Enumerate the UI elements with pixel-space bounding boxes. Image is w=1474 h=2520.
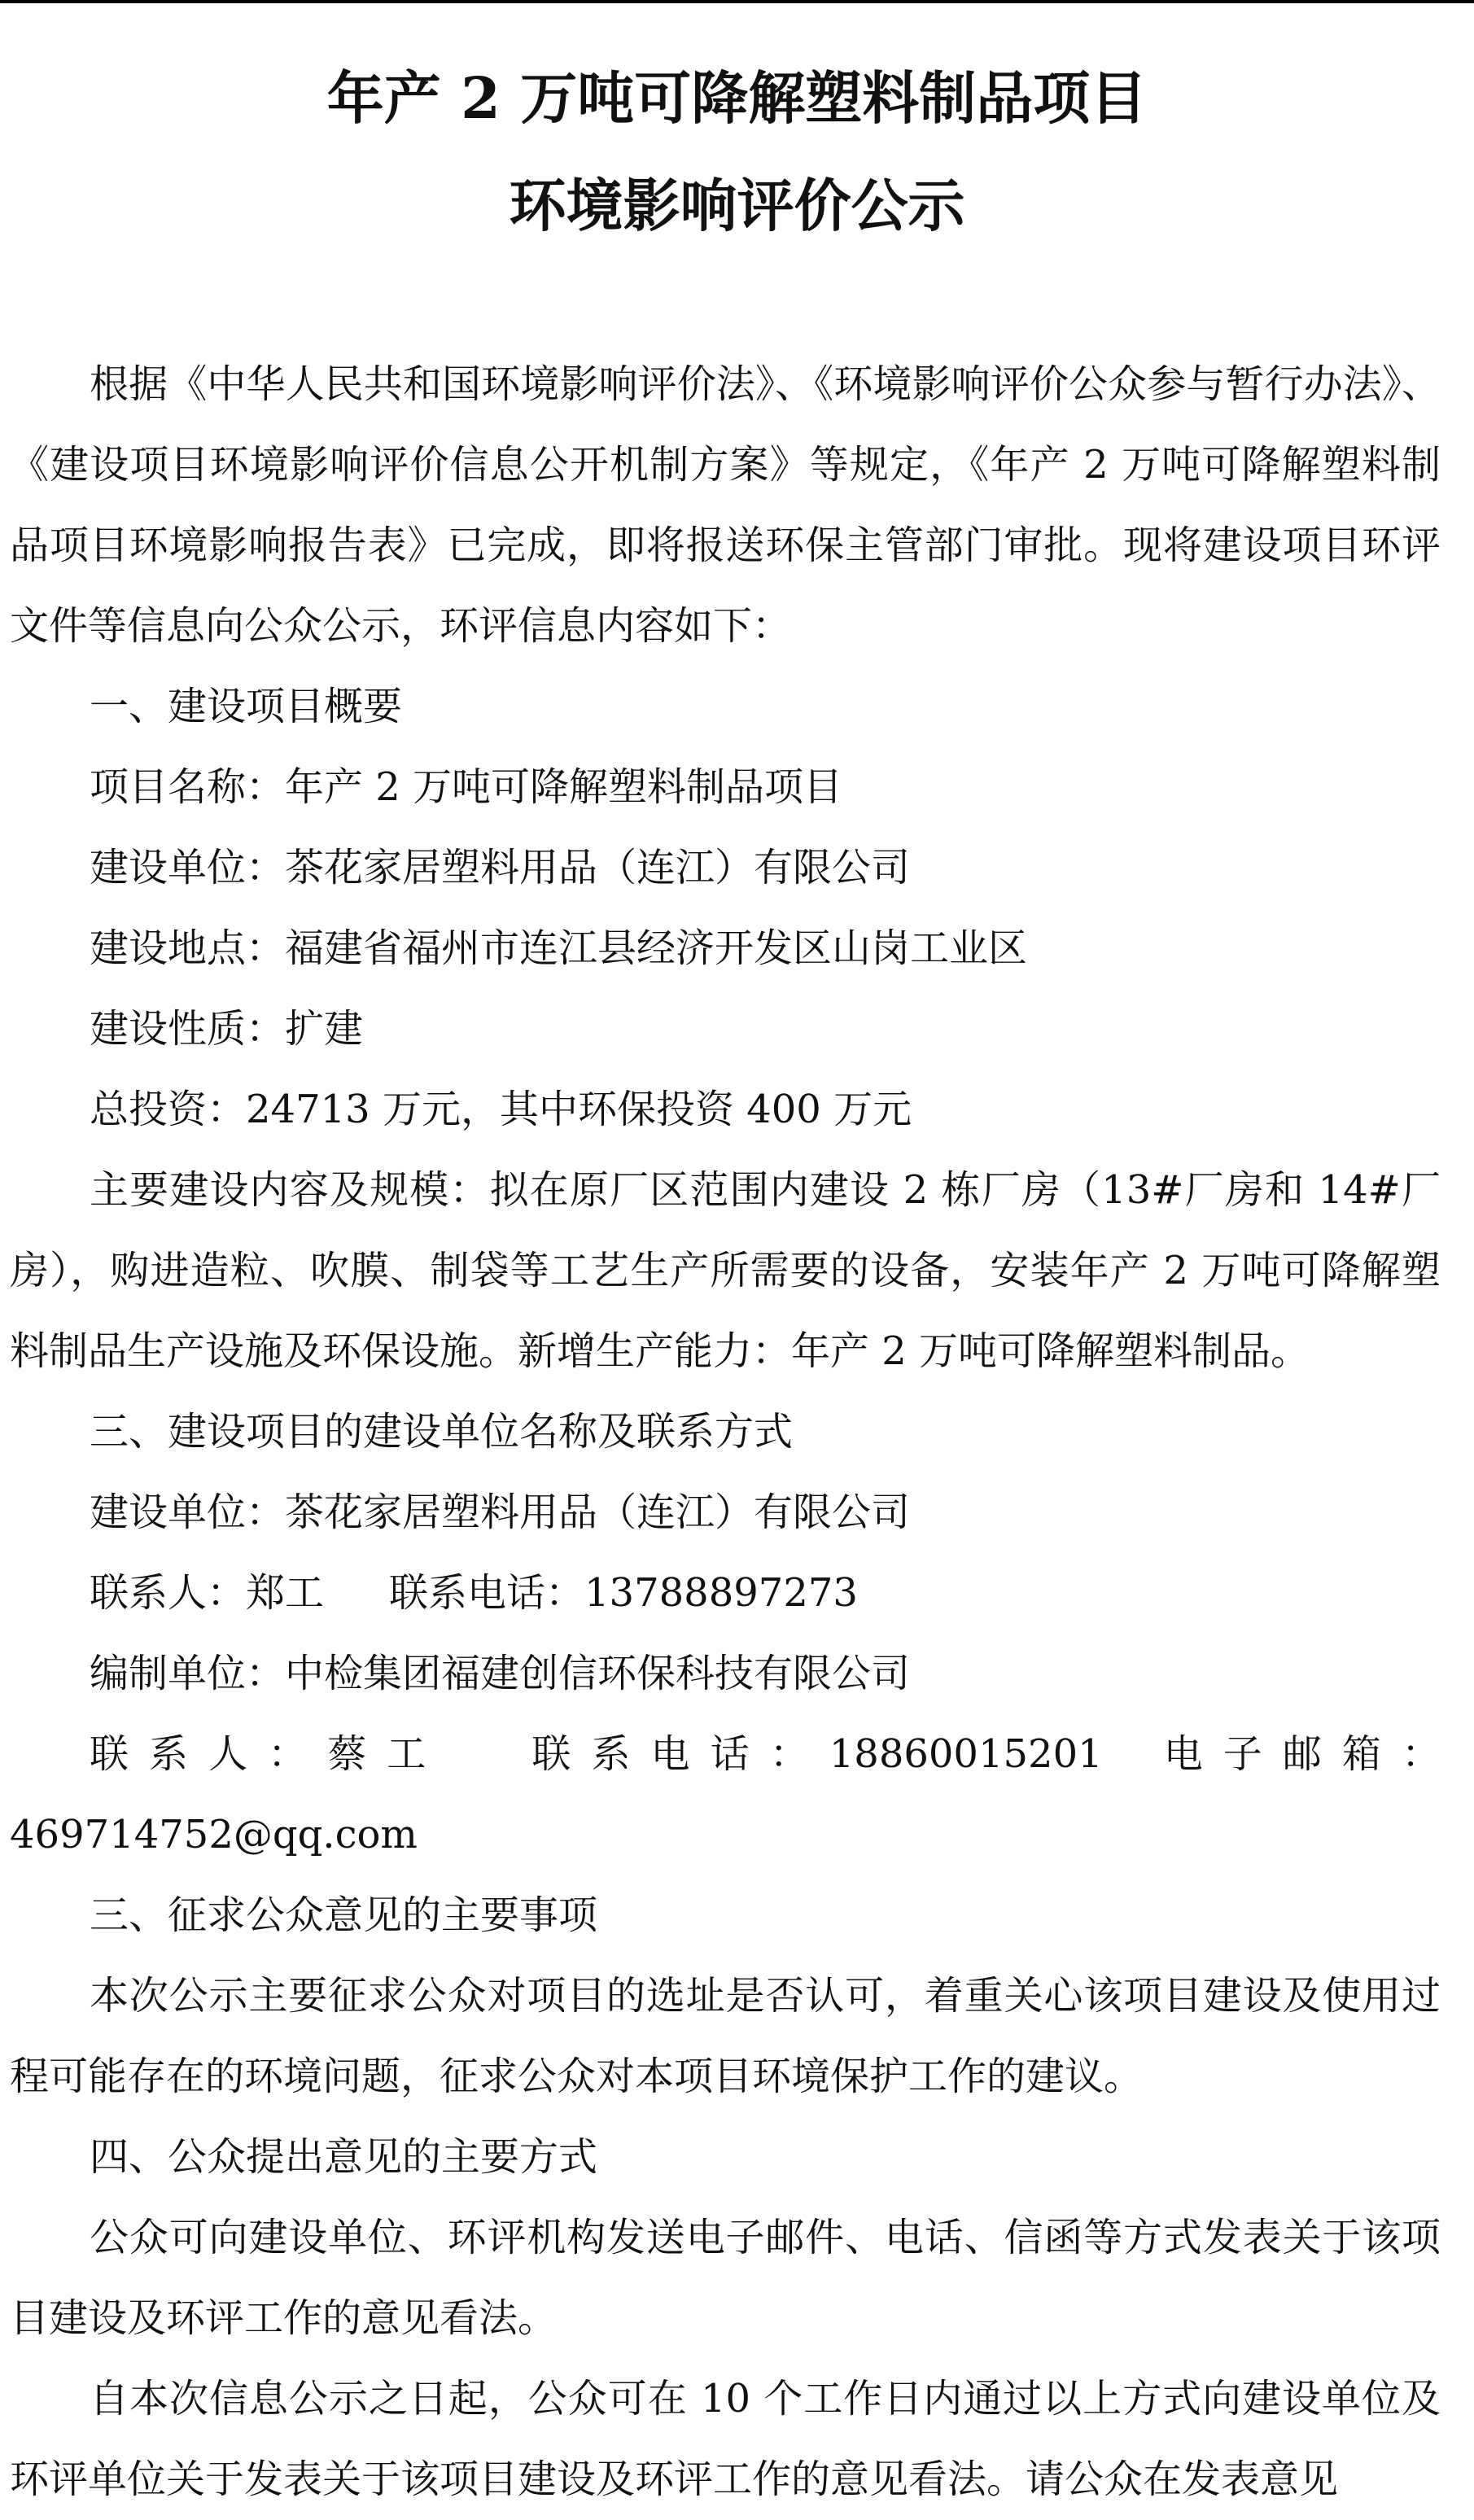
builder-contact-person: 联系人：郑工 [90, 1570, 325, 1616]
project-name: 项目名称：年产 2 万吨可降解塑料制品项目 [90, 764, 843, 810]
opinion-heading: 三、征求公众意见的主要事项 [90, 1892, 598, 1938]
document-title-line1: 年产 2 万吨可降解塑料制品项目 [326, 64, 1148, 132]
section4-heading: 四、公众提出意见的主要方式 [90, 2134, 598, 2180]
location: 建设地点：福建省福州市连江县经济开发区山岗工业区 [90, 925, 1028, 971]
deadline-paragraph: 自本次信息公示之日起，公众可在 10 个工作日内通过以上方式向建设单位及环评单位关于发表关于该项目建设及环评工作的意见看法。请公众在发表意见 [10, 2376, 1441, 2502]
investment: 总投资：24713 万元，其中环保投资 400 万元 [90, 1087, 912, 1132]
methods-paragraph: 公众可向建设单位、环评机构发送电子邮件、电话、信函等方式发表关于该项目建设及环评工作的意见看法。 [10, 2215, 1441, 2341]
builder-contact-phone: 联系电话：13788897273 [389, 1570, 858, 1616]
opinion-paragraph: 本次公示主要征求公众对项目的选址是否认可，着重关心该项目建设及使用过程可能存在的环境问题，征求公众对本项目环境保护工作的建议。 [10, 1973, 1441, 2099]
section1-heading: 一、建设项目概要 [90, 684, 403, 729]
intro-paragraph: 根据《中华人民共和国环境影响评价法》、《环境影响评价公众参与暂行办法》、《建设项目环境影响评价信息公开机制方案》等规定，《年产 2 万吨可降解塑料制品项目环境影响报告表》已完成，即将报送环保主管部门审批。现将建设项目环评文件等信息向公众公示，环评信息内容如下： [10, 361, 1441, 649]
compiler-email: 电子邮箱：469714752@qq.com [10, 1731, 1441, 1857]
document-title-line2: 环境影响评价公示 [509, 172, 965, 239]
section3-heading: 三、建设项目的建设单位名称及联系方式 [90, 1409, 794, 1455]
nature: 建设性质：扩建 [90, 1006, 364, 1052]
builder-contact-line [10, 1553, 1441, 1634]
compiler-contact-line [10, 1714, 1441, 1875]
compiler-contact-person: 联系人：蔡工 [90, 1731, 447, 1777]
compiler: 编制单位：中检集团福建创信环保科技有限公司 [90, 1651, 911, 1696]
builder-repeat: 建设单位：茶花家居塑料用品（连江）有限公司 [90, 1490, 911, 1535]
scope-paragraph: 主要建设内容及规模：拟在原厂区范围内建设 2 栋厂房（13#厂房和 14#厂房），购进造粒、吹膜、制袋等工艺生产所需要的设备，安装年产 2 万吨可降解塑料制品生产设施及环保设施。新增生产能力：年产 2 万吨可降解塑料制品。 [10, 1167, 1441, 1374]
builder: 建设单位：茶花家居塑料用品（连江）有限公司 [90, 845, 911, 890]
compiler-contact-phone: 联系电话：18860015201 [511, 1731, 1103, 1777]
document-body [10, 344, 1441, 2520]
